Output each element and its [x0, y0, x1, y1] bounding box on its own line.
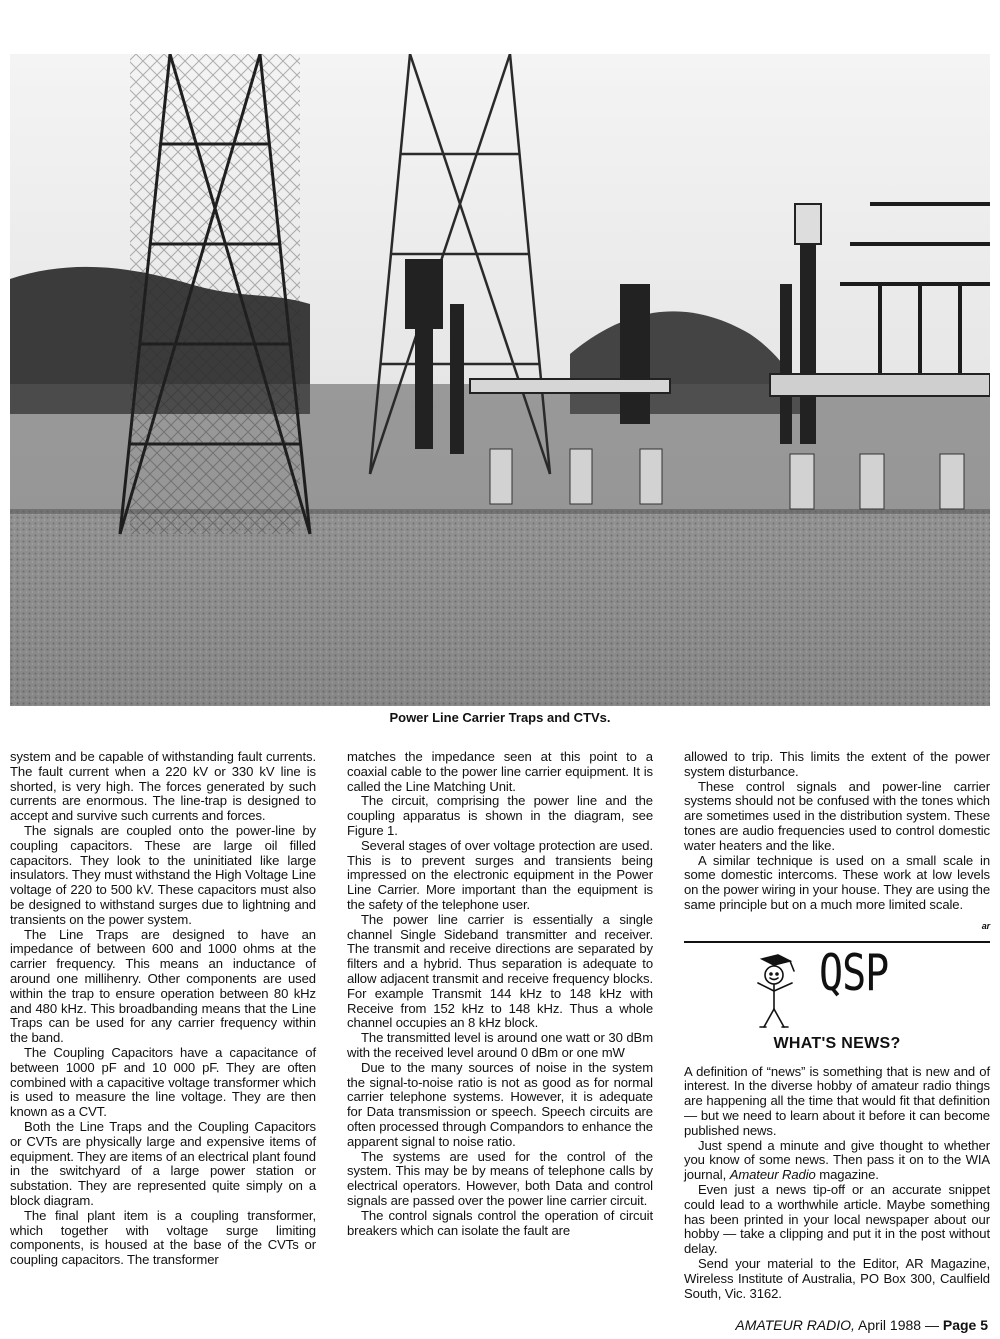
paragraph: The circuit, comprising the power line and the coupling apparatus is shown in the diagram, see Figure 1. — [347, 793, 653, 838]
qsp-subtitle: WHAT'S NEWS? — [773, 1034, 901, 1052]
qsp-header — [684, 944, 990, 1065]
paragraph: The systems are used for the control of the system. This may be by means of telephone calls by electrical operators. However, both Data and control signals are passed over the power line carrier circuit. — [347, 1148, 653, 1208]
footer-date: April 1988 — — [854, 1317, 943, 1333]
paragraph: The transmitted level is around one watt or 30 dBm with the received level around 0 dBm or one mW — [347, 1030, 653, 1060]
magazine-name: Amateur Radio — [729, 1167, 816, 1183]
paragraph: Several stages of over voltage protection are used. This is to prevent surges and transients being impressed on the electronic equipment in the Power Line Carrier. More important than the equipment is the safety of the telephone user. — [347, 837, 653, 912]
paragraph — [684, 1139, 990, 1183]
paragraph: A similar technique is used on a small scale in some domestic intercoms. These work at low levels on the power wiring in your house. They are using the same principle but on a much more limited scale. — [684, 852, 990, 912]
paragraph: Due to the many sources of noise in the system the signal-to-noise ratio is not as good as for normal carrier telephone systems. However, it is adequate for Data transmission or speech. Speech circuits are often processed through Compandors to enhance the apparent signal to noise ratio. — [347, 1059, 653, 1149]
text-run: Just spend a minute and give thought to whether you know of some news. Then pass it on to the WIA journal, — [684, 1137, 990, 1183]
paragraph: The final plant item is a coupling transformer, which together with voltage surge limiting components, is housed at the base of the CVTs or coupling capacitors. The transformer — [10, 1207, 316, 1268]
paragraph: matches the impedance seen at this point to a coaxial cable to the power line carrier equipment. It is called the Line Matching Unit. — [347, 749, 653, 794]
article-column-3 — [684, 750, 990, 1301]
page-footer — [735, 1317, 988, 1333]
article-end-mark: ar — [981, 920, 990, 931]
paragraph: A definition of “news” is something that is new and of interest. In the diverse hobby of amateur radio things are happening all the time that would fit that definition — but we need to learn about it before it can become published news. — [684, 1063, 990, 1138]
paragraph: The Coupling Capacitors have a capacitance of between 1000 pF and 10 000 pF. They are often combined with a capacitive voltage transformer which is used to measure the line voltage. They are then known as a CVT. — [10, 1044, 316, 1120]
substation-photo — [10, 54, 990, 706]
paragraph: The power line carrier is essentially a single channel Single Sideband transmitter and receiver. The transmit and receive directions are separated by filters and a hybrid. Thus separation is adequate to allow adjacent transmit and receive frequency blocks. For example Transmit 144 kHz to 148 kHz with Receive from 152 kHz to 148 kHz. Thus a whole channel occupies an 8 kHz block. — [347, 911, 653, 1031]
substation-photo-drawing — [10, 54, 990, 706]
paragraph: allowed to trip. This limits the extent of the power system disturbance. — [684, 749, 990, 779]
qsp-title: QSP — [819, 944, 889, 1003]
paragraph: The Line Traps are designed to have an impedance of between 600 and 1000 ohms at the carrier frequency. This means an inductance of around one millihenry. Other components are used within the trap to ensure operation between 80 kHz and 480 kHz. This broadbanding means that the Line Traps can be used for any carrier frequency within the band. — [10, 926, 316, 1046]
article-column-1 — [10, 750, 316, 1268]
paragraph: Even just a news tip-off or an accurate snippet could lead to a worthwhile article. Maybe something has been printed in your local newspaper about our hobby — take a clipping and put it in the post without delay. — [684, 1181, 990, 1257]
paragraph: Both the Line Traps and the Coupling Capacitors or CVTs are physically large and expensive items of equipment. They are items of an electrical plant found in the switchyard of a large power station or substation. They are represented quite simply on a block diagram. — [10, 1118, 316, 1208]
article-column-2 — [347, 750, 653, 1238]
footer-magazine: AMATEUR RADIO, — [735, 1317, 855, 1333]
qsp-body — [684, 1065, 990, 1302]
paragraph: The control signals control the operation of circuit breakers which can isolate the fault are — [347, 1207, 653, 1238]
stick-figure-icon — [744, 953, 804, 1033]
paragraph: system and be capable of withstanding fault currents. The fault current when a 220 kV or 330 kV line is shorted, is very high. The forces generated by such currents are enormous. The line-trap is designed to accept and survive such currents and forces. — [10, 749, 316, 824]
page-number: Page 5 — [942, 1317, 988, 1333]
section-divider — [684, 941, 990, 943]
paragraph: Send your material to the Editor, AR Magazine, Wireless Institute of Australia, PO Box 300, Caulfield South, Vic. 3162. — [684, 1255, 990, 1301]
photo-caption: Power Line Carrier Traps and CTVs. — [389, 710, 611, 725]
text-run: magazine. — [815, 1167, 879, 1183]
paragraph: These control signals and power-line carrier systems should not be confused with the tones which are sometimes used in the distribution system. These tones are audio frequencies used to control domestic water heaters and the like. — [684, 778, 990, 853]
paragraph: The signals are coupled onto the power-line by coupling capacitors. These are large oil filled capacitors. They look to the uninitiated like large insulators. They must withstand the High Voltage Line voltage of 220 to 500 kV. These capacitors must also be designed to withstand surges due to lightning and transients on the power system. — [10, 822, 316, 927]
